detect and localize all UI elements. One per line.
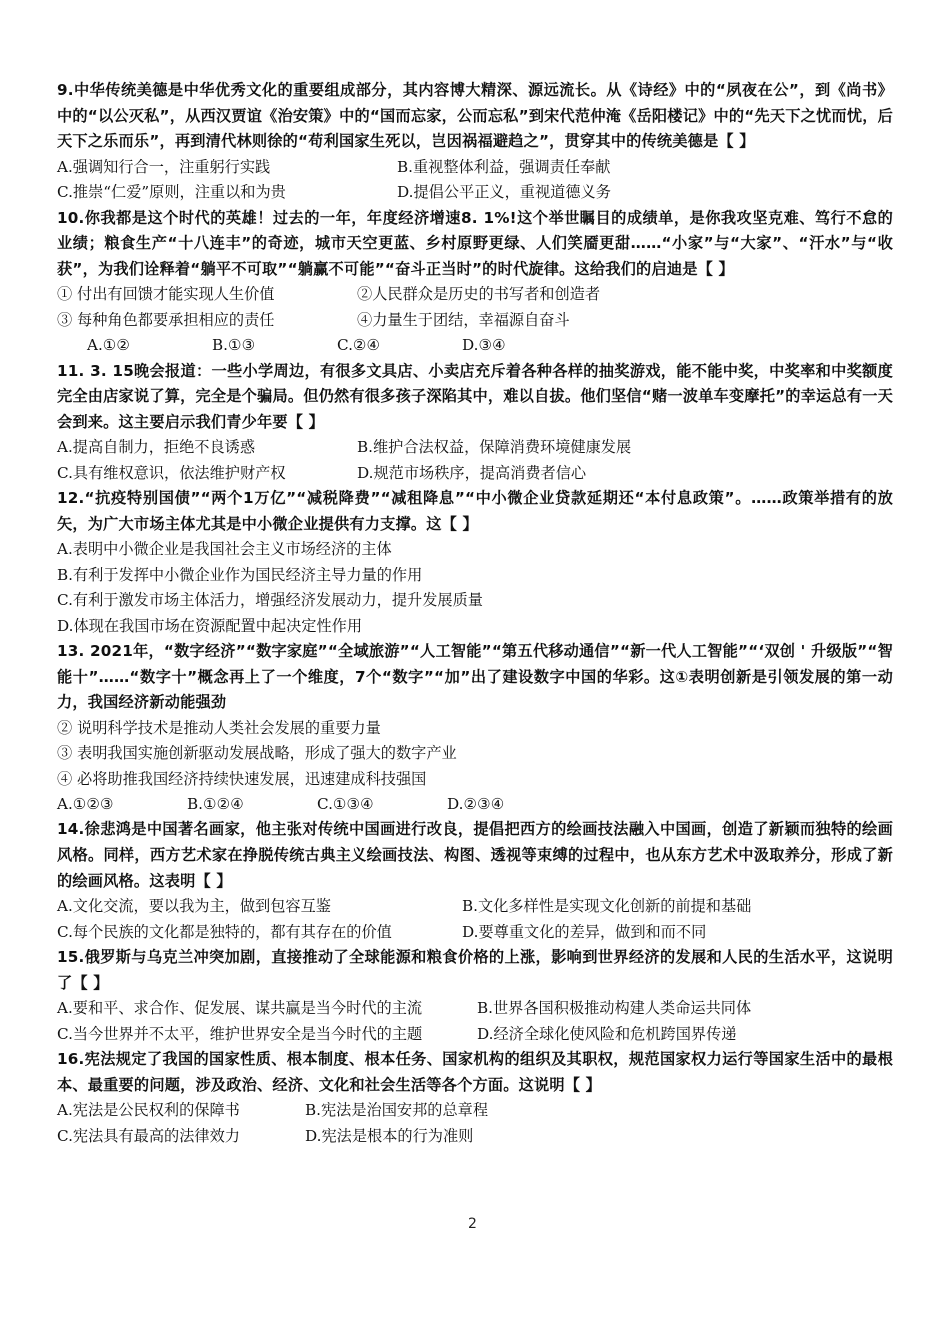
question-9-option-c[interactable]: C.推崇“仁爱”原则，注重以和为贵 <box>57 183 286 202</box>
question-13-option-c[interactable]: C.①③④ <box>317 795 374 813</box>
question-16-options-row-1 <box>57 1098 893 1123</box>
question-10-statements-row-2 <box>57 308 893 333</box>
question-12-option-a[interactable]: A.表明中小微企业是我国社会主义市场经济的主体 <box>57 540 392 559</box>
question-11-options-row-1 <box>57 435 893 460</box>
question-10-statement-2: ②人民群众是历史的书写者和创造者 <box>357 285 600 304</box>
question-14-option-d[interactable]: D.要尊重文化的差异，做到和而不同 <box>462 922 707 941</box>
question-14-option-a[interactable]: A.文化交流，要以我为主，做到包容互鉴 <box>57 897 331 916</box>
question-9-option-d[interactable]: D.提倡公平正义，重视道德义务 <box>397 183 611 202</box>
question-10-option-b[interactable]: B.①③ <box>212 336 256 355</box>
question-10-stem: 10.你我都是这个时代的英雄！过去的一年，年度经济增速8. 1%!这个举世瞩目的成绩单，是你我攻坚克难、笃行不怠的业绩；粮食生产“十八连丰”的奇迹，城市天空更蓝、乡村原野更绿、人们笑靥更甜……“小家”与“大家”、“汗水”与“收获”，为我们诠释着“躺平不可取”“躺赢不可能”“奋斗正当时”的时代旋律。这给我们的启迪是【 】 <box>57 208 893 278</box>
question-15-option-a[interactable]: A.要和平、求合作、促发展、谋共赢是当今时代的主流 <box>57 999 423 1018</box>
question-15-option-d[interactable]: D.经济全球化使风险和危机跨国界传递 <box>477 1024 737 1043</box>
question-12-option-b[interactable]: B.有利于发挥中小微企业作为国民经济主导力量的作用 <box>57 565 423 584</box>
question-16-option-c[interactable]: C.宪法具有最高的法律效力 <box>57 1126 240 1145</box>
question-11-option-c[interactable]: C.具有维权意识，依法维护财产权 <box>57 463 286 482</box>
question-13-statement-3: ③ 表明我国实施创新驱动发展战略，形成了强大的数字产业 <box>57 744 457 763</box>
question-14-options-row-2 <box>57 920 893 945</box>
question-11-stem: 11. 3. 15晚会报道：一些小学周边，有很多文具店、小卖店充斥着各种各样的抽奖游戏，能不能中奖，中奖率和中奖额度完全由店家说了算，完全是个骗局。但仍然有很多孩子深陷其中，难以自拔。他们坚信“赌一波单车变摩托”的幸运总有一天会到来。这主要启示我们青少年要【 】 <box>57 361 893 431</box>
question-10-option-d[interactable]: D.③④ <box>462 336 506 355</box>
question-10-statement-1: ① 付出有回馈才能实现人生价值 <box>57 285 275 304</box>
question-15-stem: 15.俄罗斯与乌克兰冲突加剧，直接推动了全球能源和粮食价格的上涨，影响到世界经济的发展和人民的生活水平，这说明了【 】 <box>57 948 893 992</box>
question-11-option-b[interactable]: B.维护合法权益，保障消费环境健康发展 <box>357 438 632 457</box>
question-13-option-b[interactable]: B.①②④ <box>187 795 244 813</box>
question-14-option-c[interactable]: C.每个民族的文化都是独特的，都有其存在的价值 <box>57 922 392 941</box>
question-9-options-row-1 <box>57 155 893 180</box>
question-16-option-a[interactable]: A.宪法是公民权利的保障书 <box>57 1101 240 1120</box>
question-11-options-row-2 <box>57 461 893 486</box>
question-9-options-row-2 <box>57 180 893 205</box>
question-11-option-d[interactable]: D.规范市场秩序，提高消费者信心 <box>357 463 587 482</box>
question-15-option-b[interactable]: B.世界各国积极推动构建人类命运共同体 <box>477 999 752 1018</box>
question-13-option-d[interactable]: D.②③④ <box>447 795 505 813</box>
question-10-statement-3: ③ 每种角色都要承担相应的责任 <box>57 310 275 329</box>
question-9-option-b[interactable]: B.重视整体利益，强调责任奉献 <box>397 157 611 176</box>
question-12-option-d[interactable]: D.体现在我国市场在资源配置中起决定性作用 <box>57 616 363 635</box>
question-10-statement-4: ④力量生于团结，幸福源自奋斗 <box>357 310 570 329</box>
question-12-option-c[interactable]: C.有利于激发市场主体活力，增强经济发展动力，提升发展质量 <box>57 591 483 610</box>
question-15-options-row-2 <box>57 1022 893 1047</box>
question-13-option-a[interactable]: A.①②③ <box>57 795 114 813</box>
question-12-stem: 12.“抗疫特别国债”“两个1万亿”“减税降费”“减租降息”“中小微企业贷款延期还“本付息政策”。……政策举措有的放矢，为广大市场主体尤其是中小微企业提供有力支撑。这【 】 <box>57 489 893 533</box>
question-16-option-d[interactable]: D.宪法是根本的行为准则 <box>305 1126 474 1145</box>
question-16-stem: 16.宪法规定了我国的国家性质、根本制度、根本任务、国家机构的组织及其职权，规范国家权力运行等国家生活中的最根本、最重要的问题，涉及政治、经济、文化和社会生活等各个方面。这说明【 】 <box>57 1050 893 1094</box>
question-11-option-a[interactable]: A.提高自制力，拒绝不良诱惑 <box>57 438 256 457</box>
question-13-statement-2: ② 说明科学技术是推动人类社会发展的重要力量 <box>57 718 381 737</box>
question-13-options <box>57 792 893 817</box>
question-9-option-a[interactable]: A.强调知行合一，注重躬行实践 <box>57 157 271 176</box>
question-15-option-c[interactable]: C.当今世界并不太平，维护世界安全是当今时代的主题 <box>57 1024 423 1043</box>
question-list <box>57 78 893 1149</box>
question-13-stem: 13. 2021年，“数字经济”“数字家庭”“全域旅游”“人工智能”“第五代移动通信”“新一代人工智能”“‘双创 ' 升级版”“智能十”……“数字十”概念再上了一个维度，7个“数字”“加”出了建设数字中国的华彩。这①表明创新是引领发展的第一动力，我国经济新动能强劲 <box>57 642 893 712</box>
question-14-stem: 14.徐悲鸿是中国著名画家，他主张对传统中国画进行改良，提倡把西方的绘画技法融入中国画，创造了新颖而独特的绘画风格。同样，西方艺术家在挣脱传统古典主义绘画技法、构图、透视等束缚的过程中，也从东方艺术中汲取养分，形成了新的绘画风格。这表明【 】 <box>57 820 893 890</box>
question-16-option-b[interactable]: B.宪法是治国安邦的总章程 <box>305 1101 489 1120</box>
question-15-options-row-1 <box>57 996 893 1021</box>
question-10-option-a[interactable]: A.①② <box>87 336 131 355</box>
question-9-stem: 9.中华传统美德是中华优秀文化的重要组成部分，其内容博大精深、源远流长。从《诗经》中的“夙夜在公”，到《尚书》中的“以公灭私”，从西汉贾谊《治安策》中的“国而忘家，公而忘私”到宋代范仲淹《岳阳楼记》中的“先天下之忧而忧，后天下之乐而乐”，再到清代林则徐的“苟利国家生死以，岂因祸福避趋之”，贯穿其中的传统美德是【 】 <box>57 81 893 151</box>
question-10-options <box>57 333 893 358</box>
question-10-option-c[interactable]: C.②④ <box>337 336 381 355</box>
question-16-options-row-2 <box>57 1124 893 1149</box>
page-number: 2 <box>468 1216 477 1232</box>
question-14-option-b[interactable]: B.文化多样性是实现文化创新的前提和基础 <box>462 897 752 916</box>
question-13-statement-4: ④ 必将助推我国经济持续快速发展，迅速建成科技强国 <box>57 769 427 788</box>
question-10-statements-row-1 <box>57 282 893 307</box>
question-14-options-row-1 <box>57 894 893 919</box>
